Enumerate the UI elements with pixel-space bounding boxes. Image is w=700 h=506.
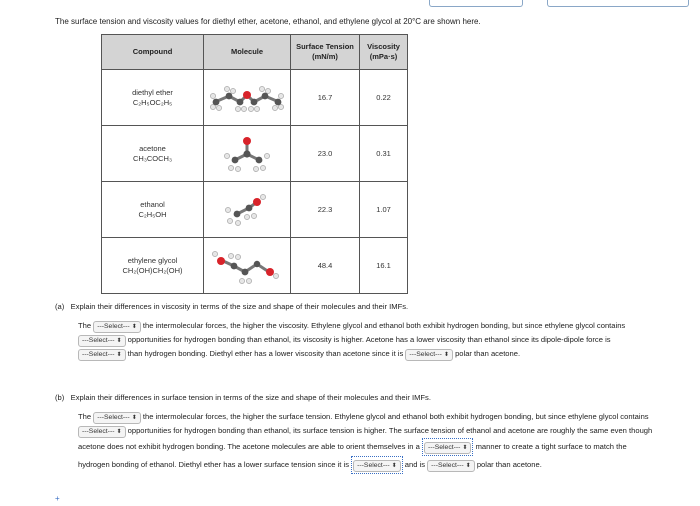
select-dropdown[interactable] (93, 321, 141, 333)
select-dropdown[interactable] (93, 412, 141, 424)
select-dropdown[interactable] (424, 442, 472, 454)
part-a-prompt: Explain their differences in viscosity in terms of the size and shape of their molecules and their IMFs. (70, 302, 409, 311)
chevron-updown-icon: ⬍ (131, 324, 137, 330)
chevron-updown-icon: ⬍ (443, 352, 449, 358)
viscosity-value: 0.22 (360, 70, 408, 126)
part-b-answer (78, 410, 658, 474)
compound-name: acetone (139, 143, 166, 153)
header-surface-tension (291, 35, 360, 70)
answer-text: opportunities for hydrogen bonding than ethanol, its viscosity is higher. Acetone has a lower viscosity than ethanol since its dipole-dipole force is (127, 335, 611, 344)
answer-text: the intermolecular forces, the higher the viscosity. Ethylene glycol and ethanol both exhibit hydrogen bonding, but since ethylene glycol contains (142, 321, 626, 330)
top-bar (0, 0, 700, 8)
compound-name: diethyl ether (132, 87, 173, 97)
molecule-cell (204, 182, 291, 238)
select-dropdown[interactable] (405, 349, 453, 361)
compound-name: ethanol (140, 199, 165, 209)
compound-formula: C₂H₅OH (138, 209, 167, 219)
surface-tension-value: 16.7 (291, 70, 360, 126)
compound-cell (102, 126, 204, 182)
compound-formula: CH₃COCH₃ (132, 153, 173, 163)
compound-cell (102, 182, 204, 238)
select-label: ---Select--- (427, 444, 461, 451)
surface-tension-label: Surface Tension (296, 42, 354, 51)
part-b-label: (b) (55, 393, 65, 402)
select-dropdown[interactable] (78, 335, 126, 347)
ethanol-model-icon (207, 188, 287, 232)
chevron-updown-icon: ⬍ (116, 429, 122, 435)
select-label: ---Select--- (82, 428, 115, 435)
table-row (102, 182, 408, 238)
answer-text: manner to create a tight surface to match the hydrogen bonding of ethanol. Diethyl ether has a lower surface tension since it is (78, 442, 627, 469)
select-label: ---Select--- (82, 351, 115, 358)
viscosity-value: 1.07 (360, 182, 408, 238)
select-label: ---Select--- (97, 414, 130, 421)
select-label: ---Select--- (431, 462, 464, 469)
table-row (102, 126, 408, 182)
select-dropdown[interactable] (427, 460, 475, 472)
answer-text: The (78, 412, 92, 421)
intro-text: The surface tension and viscosity values for diethyl ether, acetone, ethanol, and ethylene glycol at 20°C are shown here. (55, 17, 481, 26)
acetone-model-icon (207, 132, 287, 176)
viscosity-value: 0.31 (360, 126, 408, 182)
top-button-right[interactable] (547, 0, 689, 7)
chevron-updown-icon: ⬍ (116, 338, 122, 344)
chevron-updown-icon: ⬍ (462, 445, 468, 451)
chevron-updown-icon: ⬍ (131, 415, 137, 421)
surface-tension-value: 48.4 (291, 238, 360, 294)
compound-cell (102, 238, 204, 294)
select-dropdown[interactable] (78, 426, 126, 438)
answer-text: polar than acetone. (455, 349, 521, 358)
viscosity-value: 16.1 (360, 238, 408, 294)
select-label: ---Select--- (409, 351, 442, 358)
properties-table (101, 34, 408, 294)
chevron-updown-icon: ⬍ (465, 463, 471, 469)
focused-select-wrapper (422, 438, 474, 456)
select-dropdown[interactable] (353, 460, 401, 472)
part-a-header (55, 302, 408, 311)
compound-cell (102, 70, 204, 126)
compound-formula: C₂H₅OC₂H₅ (132, 97, 173, 107)
answer-text: the intermolecular forces, the higher the surface tension. Ethylene glycol and ethanol both exhibit hydrogen bonding, but since ethylene glycol contains (142, 412, 649, 421)
header-viscosity (360, 35, 408, 70)
select-label: ---Select--- (97, 323, 130, 330)
top-button-left[interactable] (429, 0, 523, 7)
table-row (102, 70, 408, 126)
chevron-updown-icon: ⬍ (116, 352, 122, 358)
chevron-updown-icon: ⬍ (391, 463, 397, 469)
select-label: ---Select--- (82, 337, 115, 344)
molecule-cell (204, 70, 291, 126)
surface-tension-value: 22.3 (291, 182, 360, 238)
answer-text: opportunities for hydrogen bonding than ethanol, its surface tension is higher. The surface tension of ethanol and acetone are roughly the same even though acetone does not exhibit hydrogen bonding. The acetone molecules are able to orient themselves in a (78, 426, 653, 451)
select-dropdown[interactable] (78, 349, 126, 361)
plus-icon[interactable]: + (55, 494, 60, 503)
viscosity-label: Viscosity (367, 42, 400, 51)
part-a-answer (78, 319, 658, 361)
surface-tension-value: 23.0 (291, 126, 360, 182)
molecule-cell (204, 238, 291, 294)
part-b-prompt: Explain their differences in surface tension in terms of the size and shape of their molecules and their IMFs. (70, 393, 431, 402)
ethylene-glycol-model-icon (207, 244, 287, 288)
table-header-row (102, 35, 408, 70)
header-molecule: Molecule (204, 35, 291, 70)
answer-text: than hydrogen bonding. Diethyl ether has a lower viscosity than acetone since it is (127, 349, 404, 358)
molecule-cell (204, 126, 291, 182)
compound-name: ethylene glycol (127, 255, 178, 265)
part-a-label: (a) (55, 302, 65, 311)
surface-tension-unit: (mN/m) (312, 52, 338, 61)
diethyl-ether-model-icon (207, 78, 287, 118)
answer-text: and is (404, 460, 426, 469)
compound-formula: CH₂(OH)CH₂(OH) (122, 265, 183, 275)
answer-text: The (78, 321, 92, 330)
focused-select-wrapper (351, 456, 403, 474)
answer-text: polar than acetone. (476, 460, 542, 469)
table-row (102, 238, 408, 294)
header-compound: Compound (102, 35, 204, 70)
viscosity-unit: (mPa·s) (369, 52, 398, 61)
select-label: ---Select--- (357, 462, 390, 469)
part-b-header (55, 393, 431, 402)
